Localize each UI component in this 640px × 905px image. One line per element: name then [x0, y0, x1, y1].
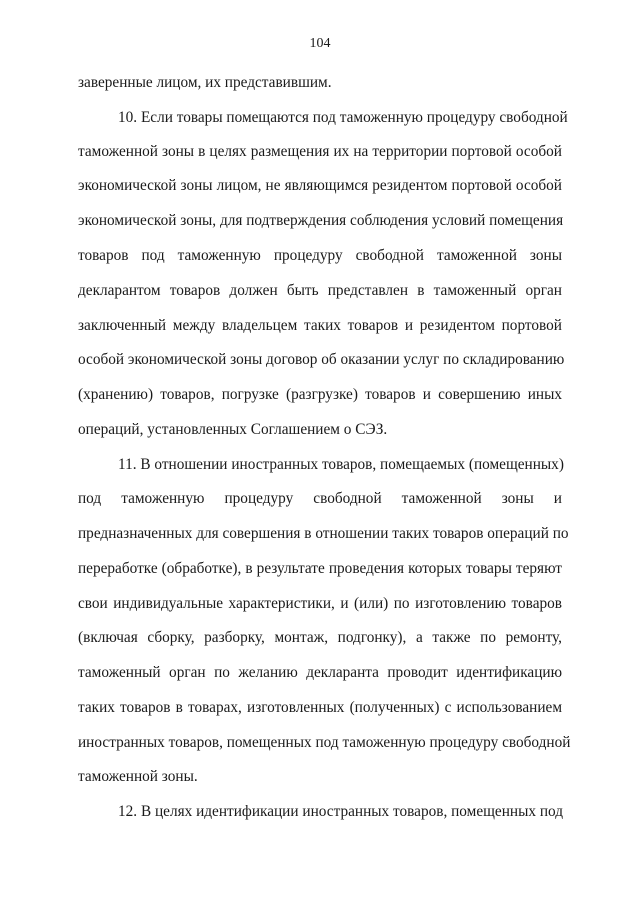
text-line: переработке (обработке), в результате проведения которых товары теряют — [78, 560, 562, 577]
text-line: экономической зоны лицом, не являющимся резидентом портовой особой — [78, 177, 562, 194]
page-number: 104 — [309, 36, 331, 51]
text-line: операций, установленных Соглашением о СЭЗ. — [78, 421, 388, 438]
text-line: свои индивидуальные характеристики, и (или) по изготовлению товаров — [78, 595, 562, 612]
text-line: таможенной зоны в целях размещения их на территории портовой особой — [78, 143, 562, 160]
text-line: товаров под таможенную процедуру свободной таможенной зоны — [78, 247, 562, 264]
text-line: заверенные лицом, их представившим. — [78, 74, 332, 91]
text-line: под таможенную процедуру свободной таможенной зоны и — [78, 490, 562, 507]
text-line: особой экономической зоны договор об оказании услуг по складированию — [78, 351, 565, 368]
paragraph-10-first-line: 10. Если товары помещаются под таможенную процедуру свободной — [118, 109, 568, 126]
text-line: предназначенных для совершения в отношении таких товаров операций по — [78, 525, 569, 542]
text-line: таких товаров в товарах, изготовленных (полученных) с использованием — [78, 699, 562, 716]
text-line: декларантом товаров должен быть представлен в таможенный орган — [78, 282, 562, 299]
text-line: таможенный орган по желанию декларанта проводит идентификацию — [78, 664, 562, 681]
text-line: экономической зоны, для подтверждения соблюдения условий помещения — [78, 212, 564, 229]
text-line: заключенный между владельцем таких товаров и резидентом портовой — [78, 317, 562, 334]
paragraph-11-first-line: 11. В отношении иностранных товаров, помещаемых (помещенных) — [118, 456, 564, 473]
text-line: (хранению) товаров, погрузке (разгрузке) товаров и совершению иных — [78, 386, 562, 403]
paragraph-12-first-line: 12. В целях идентификации иностранных товаров, помещенных под — [118, 803, 563, 820]
text-line: таможенной зоны. — [78, 768, 198, 785]
text-line: (включая сборку, разборку, монтаж, подгонку), а также по ремонту, — [78, 629, 562, 646]
text-line: иностранных товаров, помещенных под таможенную процедуру свободной — [78, 734, 571, 751]
